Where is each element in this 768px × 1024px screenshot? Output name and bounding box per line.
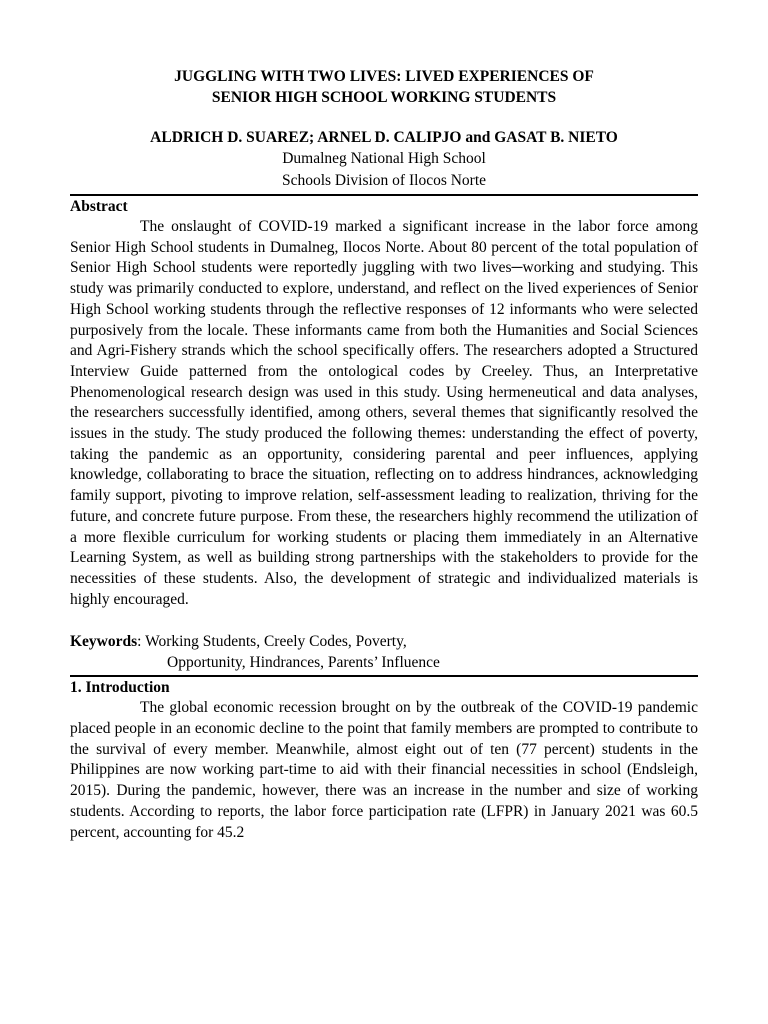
introduction-body: The global economic recession brought on by the outbreak of the COVID-19 pandemic placed people in an economic decline to the point that family members are prompted to contribute to the survival of every member. Meanwhile, almost eight out of ten (77 percent) students in the Philippines are now working part-time to aid with their financial necessities in school (Endsleigh, 2015). During the pandemic, however, there was an increase in the number and size of working students. According to reports, the labor force participation rate (LFPR) in January 2021 was 60.5 percent, accounting for 45.2 xyxy=(70,699,698,841)
abstract-heading: Abstract xyxy=(70,198,128,215)
title-line-2: SENIOR HIGH SCHOOL WORKING STUDENTS xyxy=(211,89,557,106)
affiliation-division: Schools Division of Ilocos Norte xyxy=(281,172,487,189)
introduction-heading: 1. Introduction xyxy=(70,679,170,697)
paper-content xyxy=(70,66,698,843)
paper-title xyxy=(70,66,698,108)
keywords xyxy=(70,631,698,673)
abstract-body: The onslaught of COVID-19 marked a significant increase in the labor force among Senior High School students in Dumalneg, Ilocos Norte. About 80 percent of the total population of Senior High School students were reportedly juggling with two lives─working and studying. This study was primarily conducted to explore, understand, and reflect on the lived experiences of Senior High School working students through the reflective responses of 12 informants who were selected purposively from the locale. These informants came from both the Humanities and Social Sciences and Agri-Fishery strands which the school specifically offers. The researchers adopted a Structured Interview Guide patterned from the ontological codes by Creeley. Thus, an Interpretative Phenomenological research design was used in this study. Using hermeneutical and data analyses, the researchers successfully identified, among others, several themes that significantly resolved the issues in the study. The study produced the following themes: understanding the effect of poverty, taking the pandemic as an opportunity, considering parental and peer influences, applying knowledge, collaborating to brace the situation, reflecting on to address hindrances, acknowledging family support, pivoting to improve relation, self-assessment leading to realization, thriving for the future, and concrete future purpose. From these, the researchers highly recommend the utilization of a more flexible curriculum for working students or placing them immediately in an Alternative Learning System, as well as building strong partnerships with the stakeholders to provide for the necessities of these students. Also, the development of strategic and individualized materials is highly encouraged. xyxy=(70,218,698,608)
keywords-label: Keywords xyxy=(70,633,138,651)
affiliation-school: Dumalneg National High School xyxy=(282,150,486,167)
title-line-1: JUGGLING WITH TWO LIVES: LIVED EXPERIENCES OF xyxy=(174,68,594,85)
authors: ALDRICH D. SUAREZ; ARNEL D. CALIPJO and GASAT B. NIETO xyxy=(150,129,618,146)
keywords-line-1: : Working Students, Creely Codes, Poverty, xyxy=(137,633,407,651)
affiliation xyxy=(70,148,698,192)
keywords-line-2: Opportunity, Hindrances, Parents’ Influence xyxy=(167,654,440,672)
